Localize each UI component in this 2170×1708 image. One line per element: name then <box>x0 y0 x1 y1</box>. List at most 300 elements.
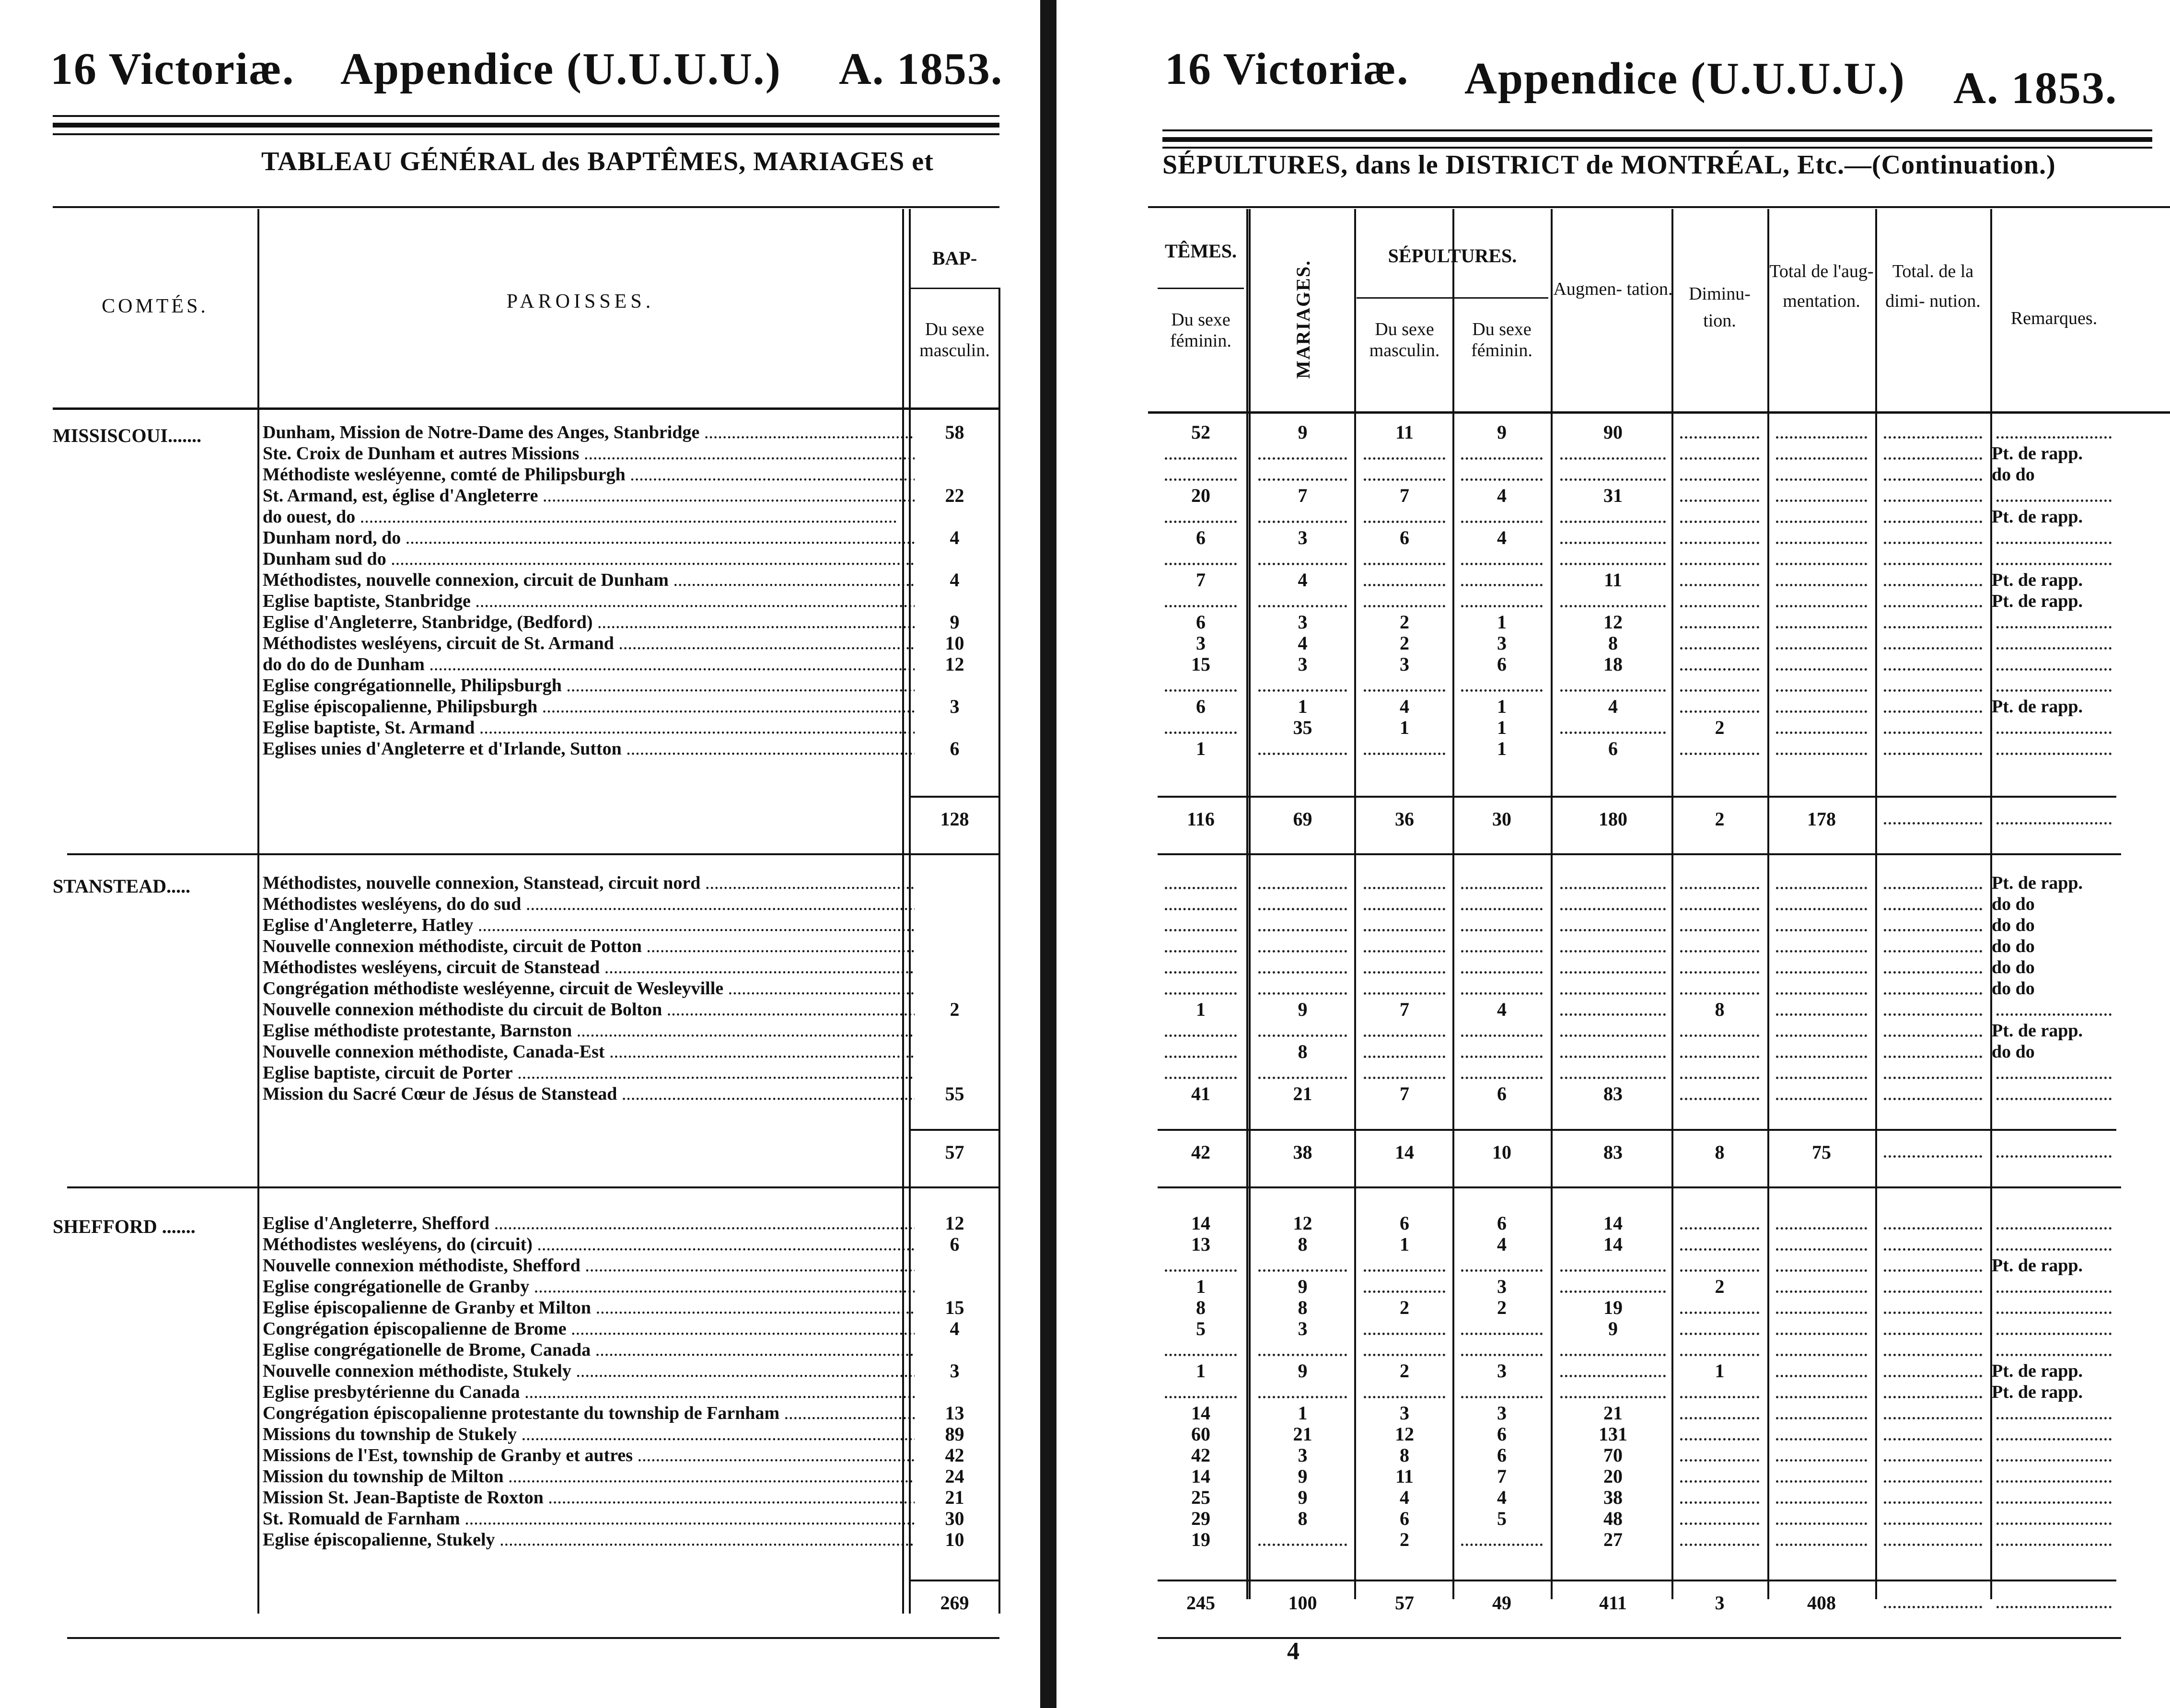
dotted-leader <box>1461 584 1543 586</box>
column-divider <box>1249 209 1250 1599</box>
dotted-leader <box>1776 605 1867 607</box>
cell-sm: 2 <box>1400 611 1409 633</box>
cell-bf: 5 <box>1196 1318 1206 1339</box>
dotted-leader <box>1364 1077 1445 1079</box>
dotted-leader <box>1364 1290 1445 1293</box>
table-top-rule <box>1148 206 2170 208</box>
dotted-leader <box>1560 1013 1666 1016</box>
dotted-leader <box>1461 971 1543 974</box>
header-rule <box>53 133 999 135</box>
cell-sm: 8 <box>1400 1444 1409 1466</box>
cell-mar: 7 <box>1298 485 1308 506</box>
dotted-leader <box>1996 1333 2112 1335</box>
total-bf: 245 <box>1186 1592 1215 1614</box>
cell-sf: 4 <box>1497 999 1507 1020</box>
parish-name: Mission du Sacré Cœur de Jésus de Stanstead ..... <box>263 1083 915 1104</box>
dotted-leader <box>1776 908 1867 910</box>
dotted-leader <box>1776 1396 1867 1398</box>
parish-name: Eglise congrégationelle de Granby ..... <box>263 1276 915 1297</box>
dotted-leader <box>1461 1056 1543 1058</box>
parish-name: Congrégation méthodiste wesléyenne, circuit de Wesleyville ..... <box>263 978 915 999</box>
dotted-leader <box>1884 1227 1982 1230</box>
dotted-leader <box>1560 542 1666 544</box>
cell-mar: 9 <box>1298 1465 1308 1487</box>
right-session: 16 Victoriæ. <box>1165 44 1409 94</box>
baptisms-male: 13 <box>945 1402 964 1424</box>
parish-name: Congrégation épiscopalienne de Brome ..... <box>263 1318 915 1339</box>
dotted-leader <box>1884 521 1982 523</box>
dotted-leader <box>1884 478 1982 481</box>
parish-name: Missions de l'Est, township de Granby et autres ..... <box>263 1445 915 1466</box>
cell-sf: 4 <box>1497 485 1507 506</box>
dotted-leader <box>1165 992 1237 995</box>
total-dim: 3 <box>1715 1592 1725 1614</box>
cell-sf: 4 <box>1497 1233 1507 1255</box>
left-page <box>0 0 1040 1708</box>
dotted-leader <box>1258 521 1347 523</box>
dotted-leader <box>1884 436 1982 439</box>
header-augmentation: Augmen- tation. <box>1553 279 1673 299</box>
dotted-leader <box>1776 689 1867 692</box>
baptisms-male: 24 <box>945 1465 964 1487</box>
dotted-leader <box>1461 605 1543 607</box>
cell-sm: 11 <box>1395 421 1414 443</box>
header-sep-masc: Du sexe masculin. <box>1369 319 1440 360</box>
remark: do do <box>1992 1042 2035 1062</box>
cell-aug: 20 <box>1603 1465 1623 1487</box>
dotted-leader <box>1996 626 2112 628</box>
dotted-leader <box>1996 1098 2112 1100</box>
dotted-leader <box>1776 1501 1867 1504</box>
cell-aug: 9 <box>1608 1318 1618 1339</box>
dotted-leader <box>1680 1248 1759 1251</box>
cell-sm: 7 <box>1400 1083 1409 1104</box>
dotted-leader <box>1560 605 1666 607</box>
parish-name: Eglise méthodiste protestante, Barnston ..... <box>263 1020 915 1041</box>
dotted-leader <box>1996 542 2112 544</box>
dotted-leader <box>1680 542 1759 544</box>
dotted-leader <box>1560 1375 1666 1377</box>
dotted-leader <box>1996 1290 2112 1293</box>
dotted-leader <box>1364 908 1445 910</box>
dotted-leader <box>1165 1034 1237 1037</box>
dotted-leader <box>1884 1354 1982 1356</box>
dotted-leader <box>1996 1606 2112 1608</box>
cell-bf: 1 <box>1196 999 1206 1020</box>
cell-sf: 5 <box>1497 1508 1507 1529</box>
header-bap-fem: Du sexe féminin. <box>1170 310 1231 351</box>
header-rule-thick <box>53 123 999 128</box>
header-rule <box>1162 129 2152 131</box>
dotted-leader <box>1776 1227 1867 1230</box>
cell-bf: 6 <box>1196 527 1206 548</box>
dotted-leader <box>1776 1459 1867 1462</box>
dotted-leader <box>1680 1227 1759 1230</box>
header-bottom-rule <box>1148 411 2170 414</box>
dotted-leader <box>1996 1155 2112 1158</box>
dotted-leader <box>1884 1501 1982 1504</box>
dotted-leader <box>1996 1248 2112 1251</box>
dotted-leader <box>1680 1269 1759 1272</box>
dotted-leader <box>1560 908 1666 910</box>
dotted-leader <box>1560 1290 1666 1293</box>
cell-bf: 1 <box>1196 1276 1206 1297</box>
subheader-rule <box>1158 288 1244 289</box>
dotted-leader <box>1776 1248 1867 1251</box>
column-divider <box>1246 209 1248 1599</box>
remark: Pt. de rapp. <box>1992 570 2083 590</box>
header-paroisses: PAROISSES. <box>506 290 655 313</box>
dotted-leader <box>1996 1312 2112 1314</box>
dotted-leader <box>1258 929 1347 931</box>
header-rule <box>1162 147 2152 149</box>
dotted-leader <box>1996 1354 2112 1356</box>
dotted-leader <box>1364 689 1445 692</box>
dotted-leader <box>1996 753 2112 755</box>
cell-sm: 1 <box>1400 717 1409 738</box>
parish-name: Méthodistes, nouvelle connexion, circuit de Dunham ..... <box>263 569 915 591</box>
right-year: A. 1853. <box>1953 63 2118 113</box>
cell-bf: 41 <box>1191 1083 1210 1104</box>
dotted-leader <box>1461 478 1543 481</box>
dotted-leader <box>1560 929 1666 931</box>
dotted-leader <box>1461 1396 1543 1398</box>
table-title-right: SÉPULTURES, dans le DISTRICT de MONTRÉAL, Etc.—(Continuation.) <box>1162 150 2056 180</box>
dotted-leader <box>1364 457 1445 460</box>
dotted-leader <box>1884 1333 1982 1335</box>
dotted-leader <box>1884 542 1982 544</box>
dotted-leader <box>1165 1396 1237 1398</box>
dotted-leader <box>1461 887 1543 889</box>
dotted-leader <box>1884 1312 1982 1314</box>
cell-bf: 25 <box>1191 1487 1210 1508</box>
dotted-leader <box>1680 668 1759 671</box>
dotted-leader <box>1884 710 1982 713</box>
dotted-leader <box>1776 887 1867 889</box>
parish-name: Eglise épiscopalienne, Philipsburgh ..... <box>263 696 915 717</box>
remark: Pt. de rapp. <box>1992 1021 2083 1041</box>
dotted-leader <box>1680 1333 1759 1335</box>
remark: Pt. de rapp. <box>1992 1382 2083 1402</box>
cell-bf: 15 <box>1191 653 1210 675</box>
section-rule <box>67 1186 999 1188</box>
table-top-rule <box>53 206 999 208</box>
cell-sf: 6 <box>1497 1212 1507 1234</box>
parish-name: Eglise baptiste, Stanbridge ..... <box>263 591 915 612</box>
dotted-leader <box>1258 689 1347 692</box>
cell-sm: 7 <box>1400 999 1409 1020</box>
cell-sf: 1 <box>1497 696 1507 717</box>
dotted-leader <box>1364 950 1445 953</box>
cell-mar: 9 <box>1298 999 1308 1020</box>
dotted-leader <box>1776 521 1867 523</box>
section-rule <box>1158 1637 2121 1639</box>
column-divider <box>1354 209 1356 1599</box>
dotted-leader <box>1776 1480 1867 1483</box>
dotted-leader <box>1884 584 1982 586</box>
total-sf: 10 <box>1492 1141 1511 1163</box>
page-number: 4 <box>1287 1638 1300 1665</box>
column-divider <box>1551 209 1553 1599</box>
dotted-leader <box>1884 908 1982 910</box>
total-sm: 14 <box>1395 1141 1414 1163</box>
totals-rule <box>1158 1129 2116 1131</box>
dotted-leader <box>1996 647 2112 650</box>
dotted-leader <box>1165 1354 1237 1356</box>
baptisms-male: 3 <box>950 696 960 717</box>
cell-mar: 3 <box>1298 1318 1308 1339</box>
dotted-leader <box>1364 1269 1445 1272</box>
cell-bf: 20 <box>1191 485 1210 506</box>
dotted-leader <box>1258 1354 1347 1356</box>
parish-name: Méthodistes wesléyens, circuit de St. Armand ..... <box>263 633 915 654</box>
dotted-leader <box>1560 1077 1666 1079</box>
cell-sf: 6 <box>1497 1083 1507 1104</box>
parish-name: do ouest, do ..... <box>263 506 915 527</box>
dotted-leader <box>1776 647 1867 650</box>
total-aug: 180 <box>1599 808 1627 830</box>
dotted-leader <box>1776 1013 1867 1016</box>
dotted-leader <box>1258 971 1347 974</box>
dotted-leader <box>1165 521 1237 523</box>
column-divider <box>1671 209 1673 1599</box>
dotted-leader <box>1461 1034 1543 1037</box>
header-temes: TÊMES. <box>1164 240 1237 262</box>
baptisms-male: 30 <box>945 1508 964 1529</box>
cell-bf: 1 <box>1196 738 1206 759</box>
column-divider <box>1767 209 1769 1599</box>
dotted-leader <box>1680 1522 1759 1525</box>
baptisms-male: 6 <box>950 1233 960 1255</box>
parish-name: Missions du township de Stukely ..... <box>263 1424 915 1445</box>
dotted-leader <box>1680 950 1759 953</box>
dotted-leader <box>1776 1522 1867 1525</box>
dotted-leader <box>1364 563 1445 565</box>
dotted-leader <box>1776 1034 1867 1037</box>
dotted-leader <box>1165 908 1237 910</box>
dotted-leader <box>1884 1290 1982 1293</box>
cell-aug: 19 <box>1603 1297 1623 1318</box>
dotted-leader <box>1258 1544 1347 1546</box>
total-bf: 116 <box>1187 808 1215 830</box>
baptisms-male: 9 <box>950 611 960 633</box>
cell-mar: 8 <box>1298 1297 1308 1318</box>
dotted-leader <box>1680 689 1759 692</box>
dotted-leader <box>1461 689 1543 692</box>
dotted-leader <box>1364 1333 1445 1335</box>
cell-sf: 2 <box>1497 1297 1507 1318</box>
cell-mar: 3 <box>1298 611 1308 633</box>
cell-aug: 11 <box>1604 569 1622 591</box>
dotted-leader <box>1776 542 1867 544</box>
dotted-leader <box>1776 1544 1867 1546</box>
dotted-leader <box>1776 1438 1867 1441</box>
cell-sm: 2 <box>1400 1297 1409 1318</box>
cell-aug: 70 <box>1603 1444 1623 1466</box>
dotted-leader <box>1364 605 1445 607</box>
dotted-leader <box>1996 1013 2112 1016</box>
baptisms-male: 4 <box>950 569 960 591</box>
cell-sf: 9 <box>1497 421 1507 443</box>
dotted-leader <box>1776 478 1867 481</box>
cell-sm: 2 <box>1400 1360 1409 1382</box>
right-appendix: Appendice (U.U.U.U.) <box>1464 54 1905 104</box>
dotted-leader <box>1680 887 1759 889</box>
dotted-leader <box>1884 1269 1982 1272</box>
cell-sf: 6 <box>1497 1444 1507 1466</box>
remark: Pt. de rapp. <box>1992 697 2083 717</box>
baptisms-male: 3 <box>950 1360 960 1382</box>
total-sm: 57 <box>1395 1592 1414 1614</box>
dotted-leader <box>1461 908 1543 910</box>
cell-aug: 21 <box>1603 1402 1623 1424</box>
baptisms-male-total: 57 <box>945 1141 964 1163</box>
dotted-leader <box>1884 992 1982 995</box>
cell-dim: 8 <box>1715 999 1725 1020</box>
total-dim: 2 <box>1715 808 1725 830</box>
cell-bf: 60 <box>1191 1423 1210 1445</box>
dotted-leader <box>1884 626 1982 628</box>
dotted-leader <box>1560 887 1666 889</box>
dotted-leader <box>1996 1227 2112 1230</box>
cell-bf: 14 <box>1191 1212 1210 1234</box>
remark: Pt. de rapp. <box>1992 443 2083 464</box>
dotted-leader <box>1884 971 1982 974</box>
total-dim: 8 <box>1715 1141 1725 1163</box>
right-page <box>1067 0 2170 1708</box>
dotted-leader <box>1461 1269 1543 1272</box>
total-mar: 69 <box>1293 808 1312 830</box>
dotted-leader <box>1996 563 2112 565</box>
cell-aug: 27 <box>1603 1529 1623 1550</box>
dotted-leader <box>1776 1290 1867 1293</box>
subheader-rule <box>911 288 998 289</box>
dotted-leader <box>1258 478 1347 481</box>
cell-dim: 2 <box>1715 1276 1725 1297</box>
dotted-leader <box>1364 971 1445 974</box>
cell-aug: 83 <box>1603 1083 1623 1104</box>
section-rule <box>67 853 999 855</box>
cell-dim: 1 <box>1715 1360 1725 1382</box>
dotted-leader <box>1776 1269 1867 1272</box>
dotted-leader <box>1776 732 1867 734</box>
dotted-leader <box>1258 908 1347 910</box>
cell-sm: 4 <box>1400 696 1409 717</box>
parish-name: Méthodiste wesléyenne, comté de Philipsburgh ..... <box>263 464 915 485</box>
baptisms-male: 58 <box>945 421 964 443</box>
parish-name: Nouvelle connexion méthodiste du circuit de Bolton ..... <box>263 999 915 1020</box>
dotted-leader <box>1680 1098 1759 1100</box>
parish-name: Méthodistes wesléyens, circuit de Stanstead ..... <box>263 957 915 978</box>
parish-name: Eglise épiscopalienne de Granby et Milton ..... <box>263 1297 915 1318</box>
dotted-leader <box>1560 1269 1666 1272</box>
cell-aug: 31 <box>1603 485 1623 506</box>
cell-mar: 4 <box>1298 632 1308 654</box>
dotted-leader <box>1776 584 1867 586</box>
dotted-leader <box>1560 478 1666 481</box>
dotted-leader <box>1258 563 1347 565</box>
dotted-leader <box>1680 436 1759 439</box>
cell-mar: 4 <box>1298 569 1308 591</box>
cell-sf: 1 <box>1497 717 1507 738</box>
totals-rule <box>1158 1580 2116 1581</box>
book-spine <box>1040 0 1056 1708</box>
cell-sm: 2 <box>1400 1529 1409 1550</box>
dotted-leader <box>1996 1522 2112 1525</box>
dotted-leader <box>1776 626 1867 628</box>
section-rule <box>1158 1186 2121 1188</box>
dotted-leader <box>1996 1544 2112 1546</box>
dotted-leader <box>1996 1459 2112 1462</box>
section-rule <box>67 1637 999 1639</box>
dotted-leader <box>1884 1098 1982 1100</box>
dotted-leader <box>1680 1438 1759 1441</box>
remark: do do <box>1992 915 2035 935</box>
dotted-leader <box>1776 1417 1867 1419</box>
dotted-leader <box>1165 1269 1237 1272</box>
dotted-leader <box>1461 929 1543 931</box>
total-sm: 36 <box>1395 808 1414 830</box>
cell-aug: 131 <box>1599 1423 1627 1445</box>
cell-sf: 6 <box>1497 1423 1507 1445</box>
dotted-leader <box>1680 1544 1759 1546</box>
left-session: 16 Victoriæ. <box>50 44 295 94</box>
cell-mar: 3 <box>1298 527 1308 548</box>
parish-name: Dunham nord, do ..... <box>263 527 915 548</box>
cell-mar: 8 <box>1298 1041 1308 1062</box>
cell-sm: 3 <box>1400 653 1409 675</box>
dotted-leader <box>1680 647 1759 650</box>
cell-sf: 6 <box>1497 653 1507 675</box>
dotted-leader <box>1884 1375 1982 1377</box>
dotted-leader <box>1461 457 1543 460</box>
dotted-leader <box>1165 689 1237 692</box>
parish-name: Eglise baptiste, St. Armand ..... <box>263 717 915 738</box>
cell-mar: 12 <box>1293 1212 1312 1234</box>
dotted-leader <box>1560 457 1666 460</box>
dotted-leader <box>1776 500 1867 502</box>
cell-bf: 6 <box>1196 696 1206 717</box>
dotted-leader <box>1680 626 1759 628</box>
cell-sf: 4 <box>1497 527 1507 548</box>
dotted-leader <box>1884 1544 1982 1546</box>
header-diminution: Diminu- tion. <box>1689 284 1751 331</box>
baptisms-male: 89 <box>945 1423 964 1445</box>
cell-sf: 1 <box>1497 611 1507 633</box>
dotted-leader <box>1680 478 1759 481</box>
dotted-leader <box>1560 732 1666 734</box>
parish-name: Eglise presbytérienne du Canada ..... <box>263 1382 915 1403</box>
parish-name: Eglise d'Angleterre, Hatley ..... <box>263 915 915 936</box>
dotted-leader <box>1560 992 1666 995</box>
parish-name: Eglise congrégationnelle, Philipsburgh ..... <box>263 675 915 696</box>
cell-bf: 52 <box>1191 421 1210 443</box>
cell-sm: 7 <box>1400 485 1409 506</box>
total-taug: 178 <box>1807 808 1836 830</box>
dotted-leader <box>1680 992 1759 995</box>
total-mar: 100 <box>1288 1592 1317 1614</box>
dotted-leader <box>1560 689 1666 692</box>
dotted-leader <box>1776 753 1867 755</box>
dotted-leader <box>1461 950 1543 953</box>
dotted-leader <box>1364 929 1445 931</box>
dotted-leader <box>1461 521 1543 523</box>
dotted-leader <box>1165 950 1237 953</box>
baptisms-male: 2 <box>950 999 960 1020</box>
cell-sf: 7 <box>1497 1465 1507 1487</box>
cell-bf: 13 <box>1191 1233 1210 1255</box>
header-remarques: Remarques. <box>2010 308 2098 328</box>
